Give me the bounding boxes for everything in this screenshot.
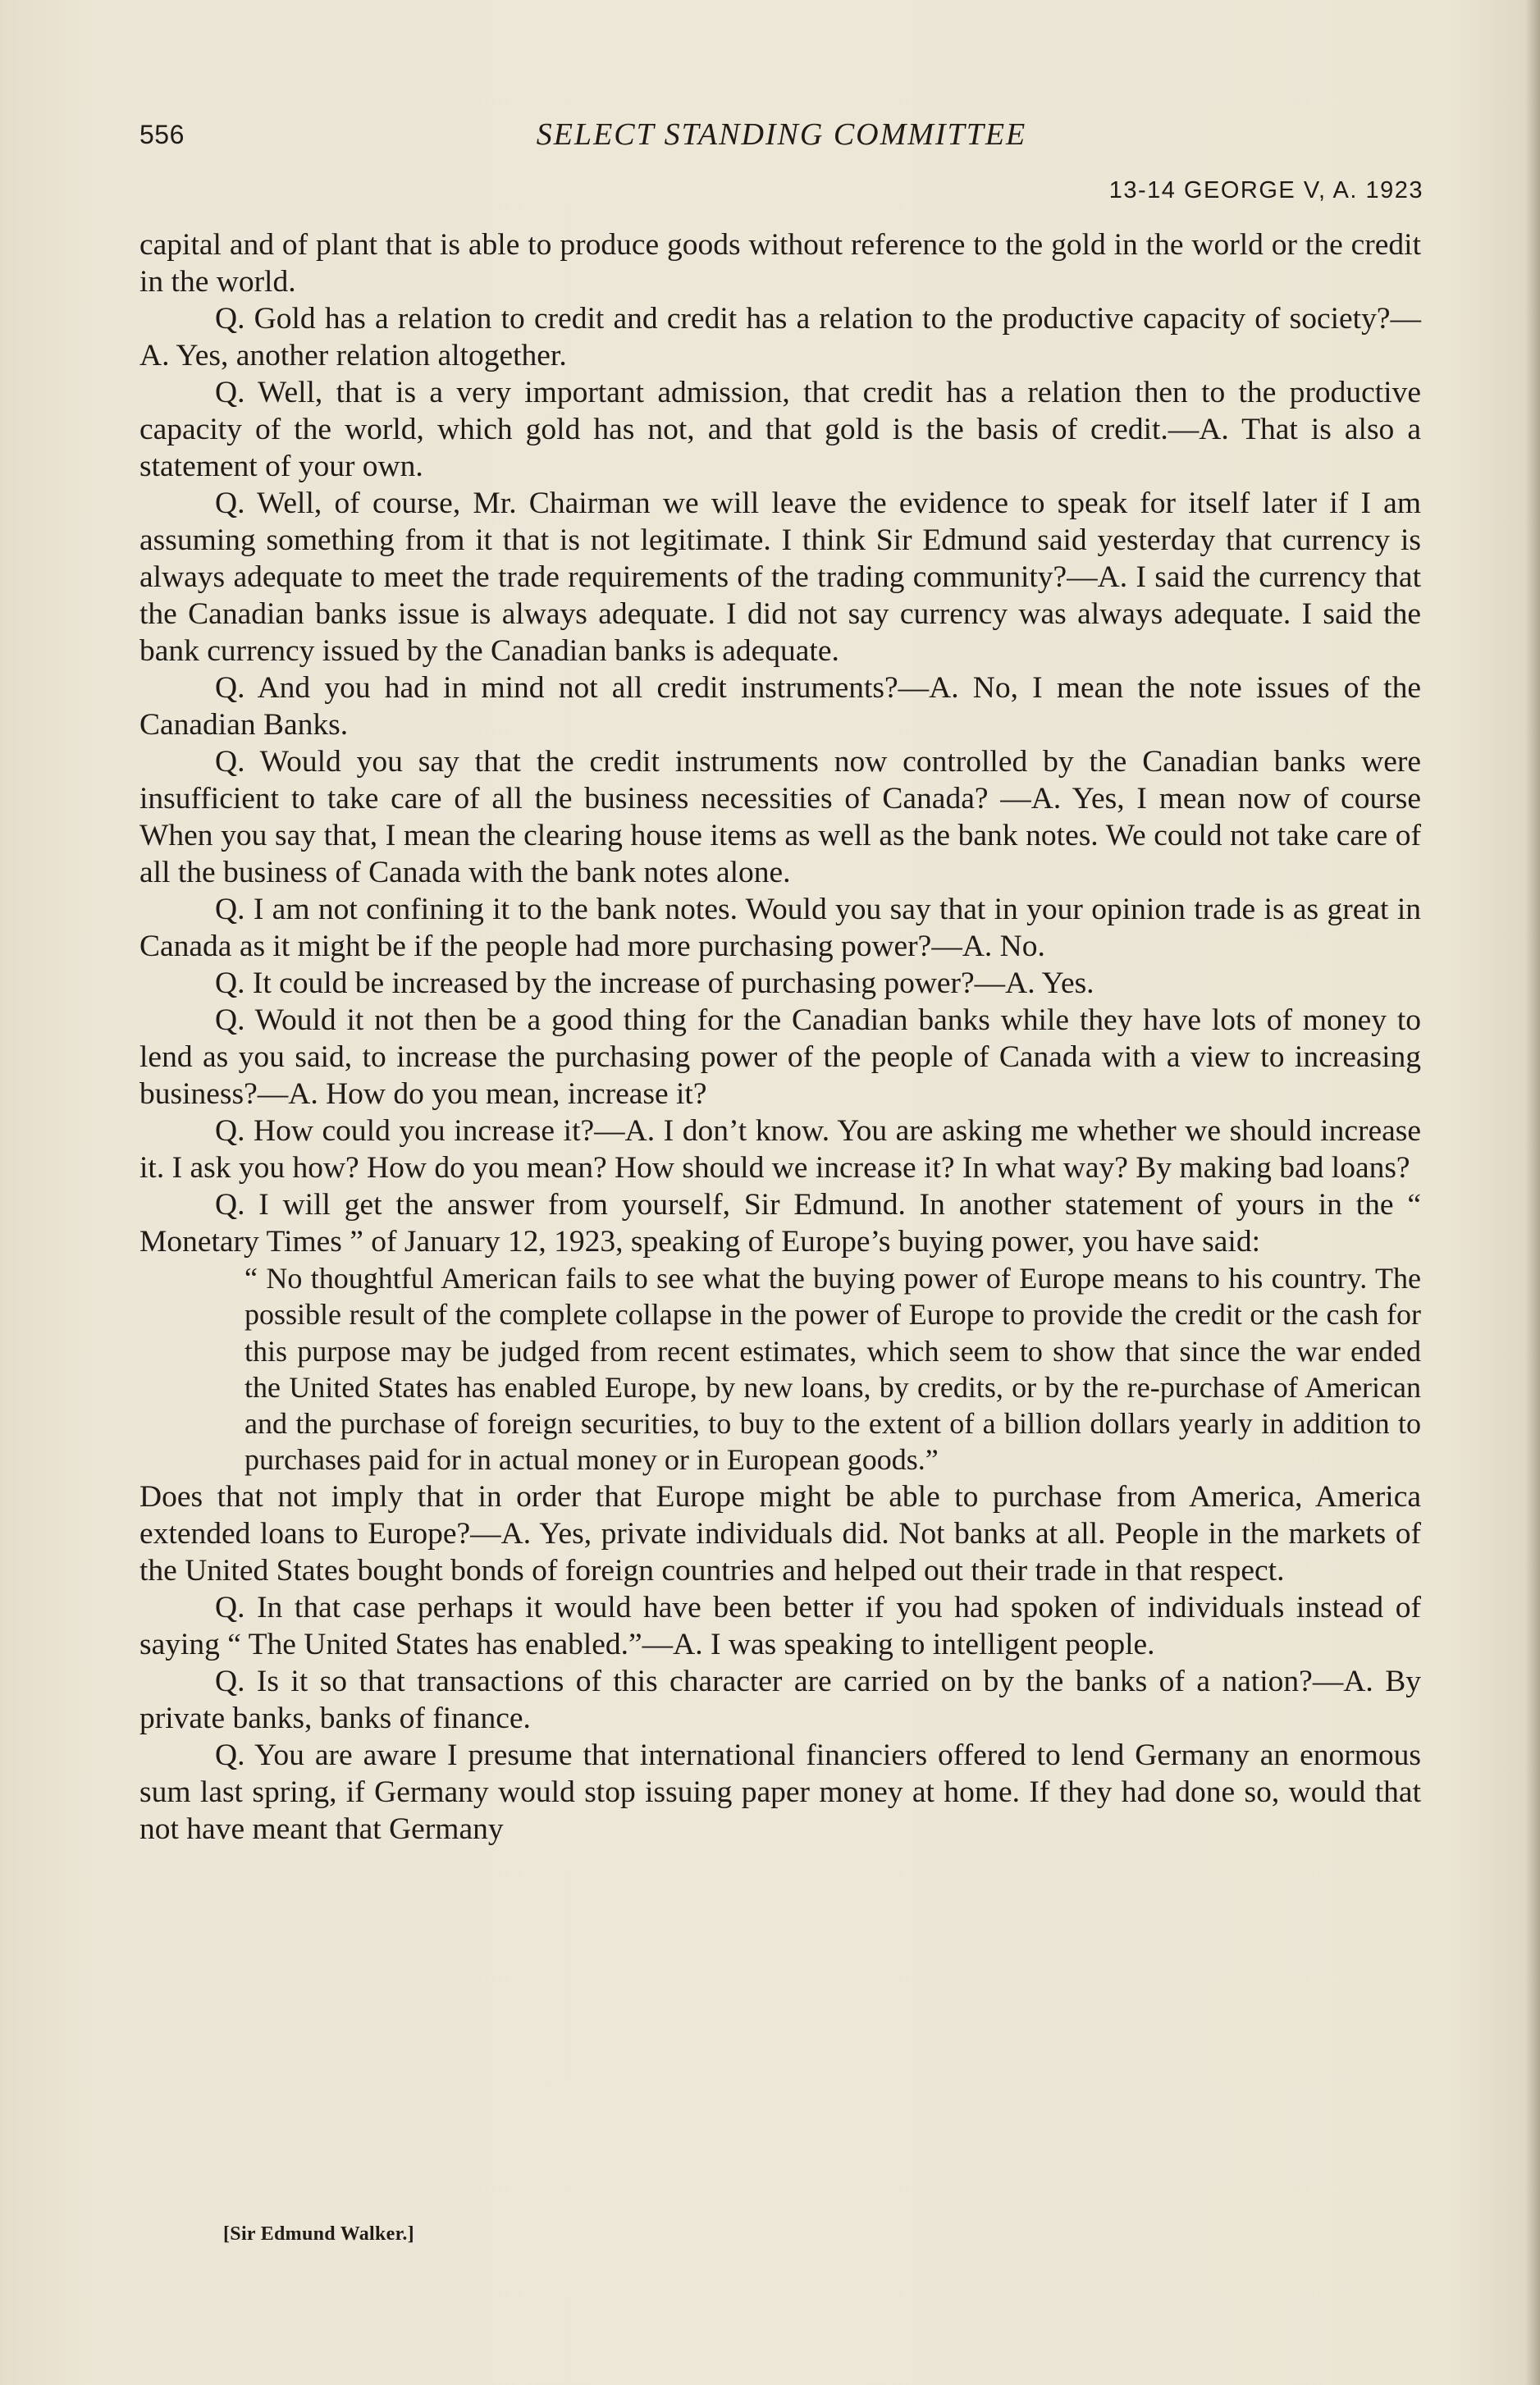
paragraph: Q. In that case perhaps it would have been better if you had spoken of individuals instead of saying “ The United States has enabled.”—A. I was speaking to intelligent people. — [139, 1590, 1421, 1661]
paragraph: Does that not imply that in order that Europe might be able to purchase from America, America extended loans to Europe?—A. Yes, private individuals did. Not banks at all. People in the markets of the United States bought bonds of foreign countries and helped out their trade in that respect. — [139, 1479, 1421, 1588]
paragraph: Q. You are aware I presume that international financiers offered to lend Germany an enormous sum last spring, if Germany would stop issuing paper money at home. If they had done so, would that not have meant that Germany — [139, 1738, 1421, 1846]
paragraph: Q. Well, that is a very important admission, that credit has a relation then to the productive capacity of the world, which gold has not, and that gold is the basis of credit.—A. That is also a statement of your own. — [139, 376, 1421, 483]
paragraph: Q. How could you increase it?—A. I don’t know. You are asking me whether we should increase it. I ask you how? How do you mean? How should we increase it? In what way? By making bad loans? — [139, 1114, 1421, 1185]
page-binding-edge — [1525, 0, 1540, 2385]
running-head: SELECT STANDING COMMITTEE — [536, 117, 1027, 152]
paragraph: Q. I will get the answer from yourself, Sir Edmund. In another statement of yours in the “ Monetary Times ” of January 12, 1923, speaking of Europe’s buying power, you have said: — [139, 1188, 1421, 1259]
paragraph: Q. Would you say that the credit instruments now controlled by the Canadian banks were insufficient to take care of all the business necessities of Canada? —A. Yes, I mean now of course When you say that, I mean the clearing house items as well as the bank notes. We could not take care of all the business of Canada with the bank notes alone. — [139, 745, 1421, 889]
paragraph: Q. It could be increased by the increase of purchasing power?—A. Yes. — [215, 966, 1094, 1000]
speaker-footer: [Sir Edmund Walker.] — [223, 2223, 414, 2245]
paragraph: capital and of plant that is able to produce goods without reference to the gold in the world or the credit in the world. — [139, 228, 1421, 299]
paragraph: Q. Gold has a relation to credit and credit has a relation to the productive capacity of society?—A. Yes, another relation altogether. — [139, 302, 1421, 372]
page-number: 556 — [139, 120, 185, 149]
page-header — [139, 115, 1423, 156]
paragraph: Q. Well, of course, Mr. Chairman we will leave the evidence to speak for itself later if I am assuming something from it that is not legitimate. I think Sir Edmund said yesterday that currency is always adequate to meet the trade requirements of the trading community?—A. I said the currency that the Canadian banks issue is always adequate. I did not say currency was always adequate. I said the bank currency issued by the Canadian banks is adequate. — [139, 487, 1421, 668]
paragraph: Q. Would it not then be a good thing for the Canadian banks while they have lots of money to lend as you said, to increase the purchasing power of the people of Canada with a view to increasing business?—A. How do you mean, increase it? — [139, 1003, 1421, 1111]
session-line: 13-14 GEORGE V, A. 1923 — [1108, 177, 1423, 203]
paragraph: Q. I am not confining it to the bank notes. Would you say that in your opinion trade is as great in Canada as it might be if the people had more purchasing power?—A. No. — [139, 893, 1421, 963]
paragraph: Q. And you had in mind not all credit instruments?—A. No, I mean the note issues of the Canadian Banks. — [139, 671, 1421, 742]
block-quote: “ No thoughtful American fails to see what the buying power of Europe means to his country. The possible result of the complete collapse in the power of Europe to provide the credit or the cash for this purpose may be judged from recent estimates, which seem to show that since the war ended the United States has enabled Europe, by new loans, by credits, or by the re-purchase of American and the purchase of foreign securities, to buy to the extent of a billion dollars yearly in addition to purchases paid for in actual money or in European goods.” — [244, 1262, 1421, 1477]
paragraph: Q. Is it so that transactions of this character are carried on by the banks of a nation?—A. By private banks, banks of finance. — [139, 1664, 1421, 1735]
body-text — [139, 226, 1421, 1848]
